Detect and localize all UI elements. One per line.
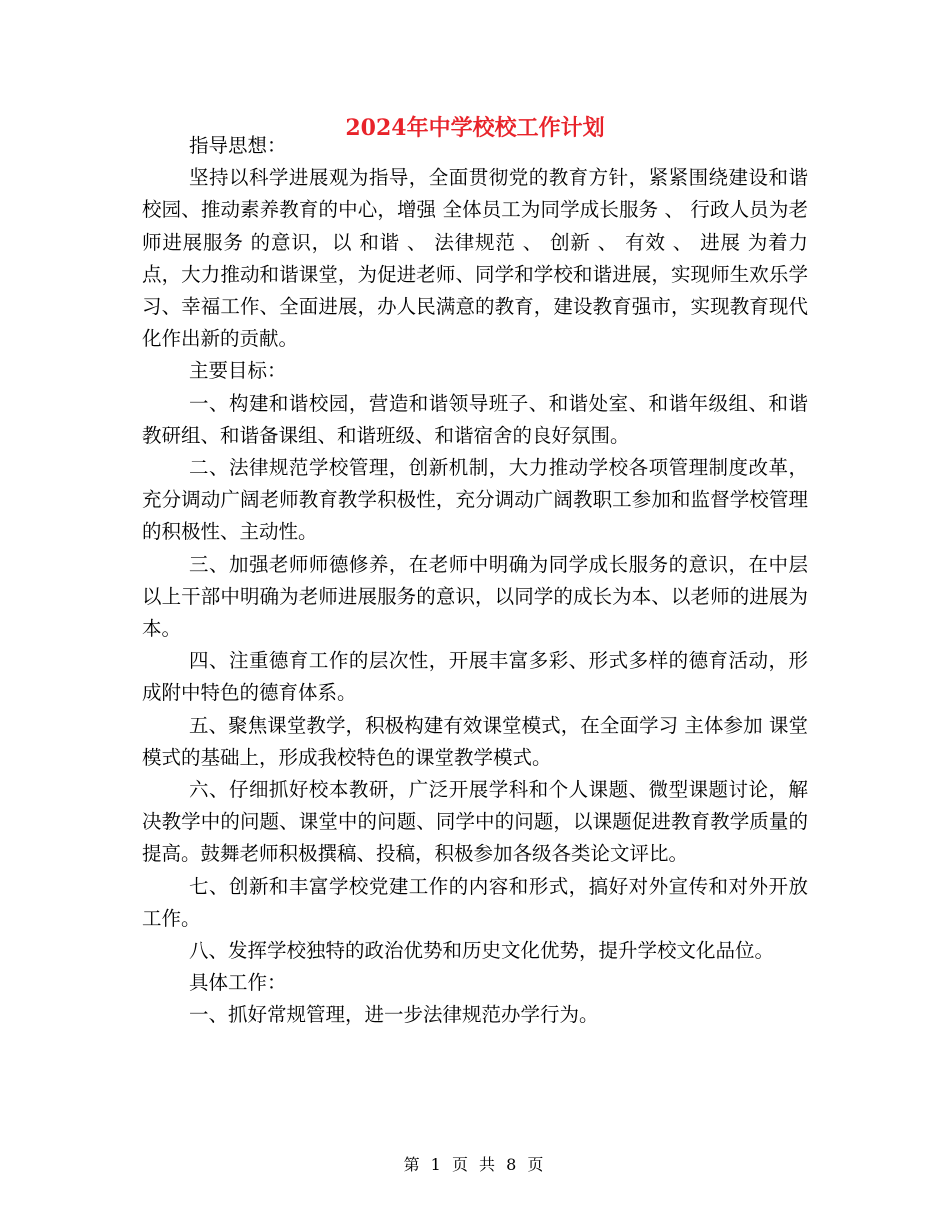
goal-item: 一、构建和谐校园，营造和谐领导班子、和谐处室、和谐年级组、和谐教研组、和谐备课组、和谐班级、和谐宿舍的良好氛围。: [142, 391, 808, 447]
goal-item: 六、仔细抓好校本教研，广泛开展学科和个人课题、微型课题讨论，解决教学中的问题、课堂中的问题、同学中的问题，以课题促进教育教学质量的提高。鼓舞老师积极撰稿、投稿，积极参加各级各类论文评比。: [142, 778, 808, 866]
section-heading-main-goals: 主要目标：: [189, 359, 287, 383]
work-item: 一、抓好常规管理，进一步法律规范办学行为。: [189, 1003, 599, 1027]
section-heading-guiding-ideology: 指导思想：: [189, 134, 287, 157]
goal-item: 八、发挥学校独特的政治优势和历史文化优势，提升学校文化品位。: [189, 939, 775, 963]
document-body: [142, 130, 808, 1032]
page-footer: 第 1 页 共 8 页: [403, 1155, 547, 1174]
document-title: 2024年中学校校工作计划: [345, 115, 605, 141]
goal-item: 二、法律规范学校管理，创新机制，大力推动学校各项管理制度改革，充分调动广阔老师教育教学积极性，充分调动广阔教职工参加和监督学校管理的积极性、主动性。: [142, 456, 808, 544]
section-heading-specific-work: 具体工作：: [189, 971, 287, 995]
paragraph: 坚持以科学进展观为指导，全面贯彻党的教育方针，紧紧围绕建设和谐校园、推动素养教育的中心，增强 全体员工为同学成长服务 、 行政人员为老师进展服务 的意识，以 和谐 、 法律规范 、 创新 、 有效 、 进展 为着力点，大力推动和谐课堂，为促进老师、同学和学校和谐进展，实现师生欢乐学习、幸福工作、全面进展，办人民满意的教育，建设教育强市，实现教育现代化作出新的贡献。: [142, 166, 808, 351]
goal-item: 七、创新和丰富学校党建工作的内容和形式，搞好对外宣传和对外开放工作。: [142, 874, 808, 930]
goal-item: 四、注重德育工作的层次性，开展丰富多彩、形式多样的德育活动，形成附中特色的德育体系。: [142, 649, 808, 705]
goal-item: 五、聚焦课堂教学，积极构建有效课堂模式，在全面学习 主体参加 课堂模式的基础上，形成我校特色的课堂教学模式。: [142, 713, 808, 769]
goal-item: 三、加强老师师德修养，在老师中明确为同学成长服务的意识，在中层以上干部中明确为老师进展服务的意识，以同学的成长为本、以老师的进展为本。: [142, 552, 808, 641]
